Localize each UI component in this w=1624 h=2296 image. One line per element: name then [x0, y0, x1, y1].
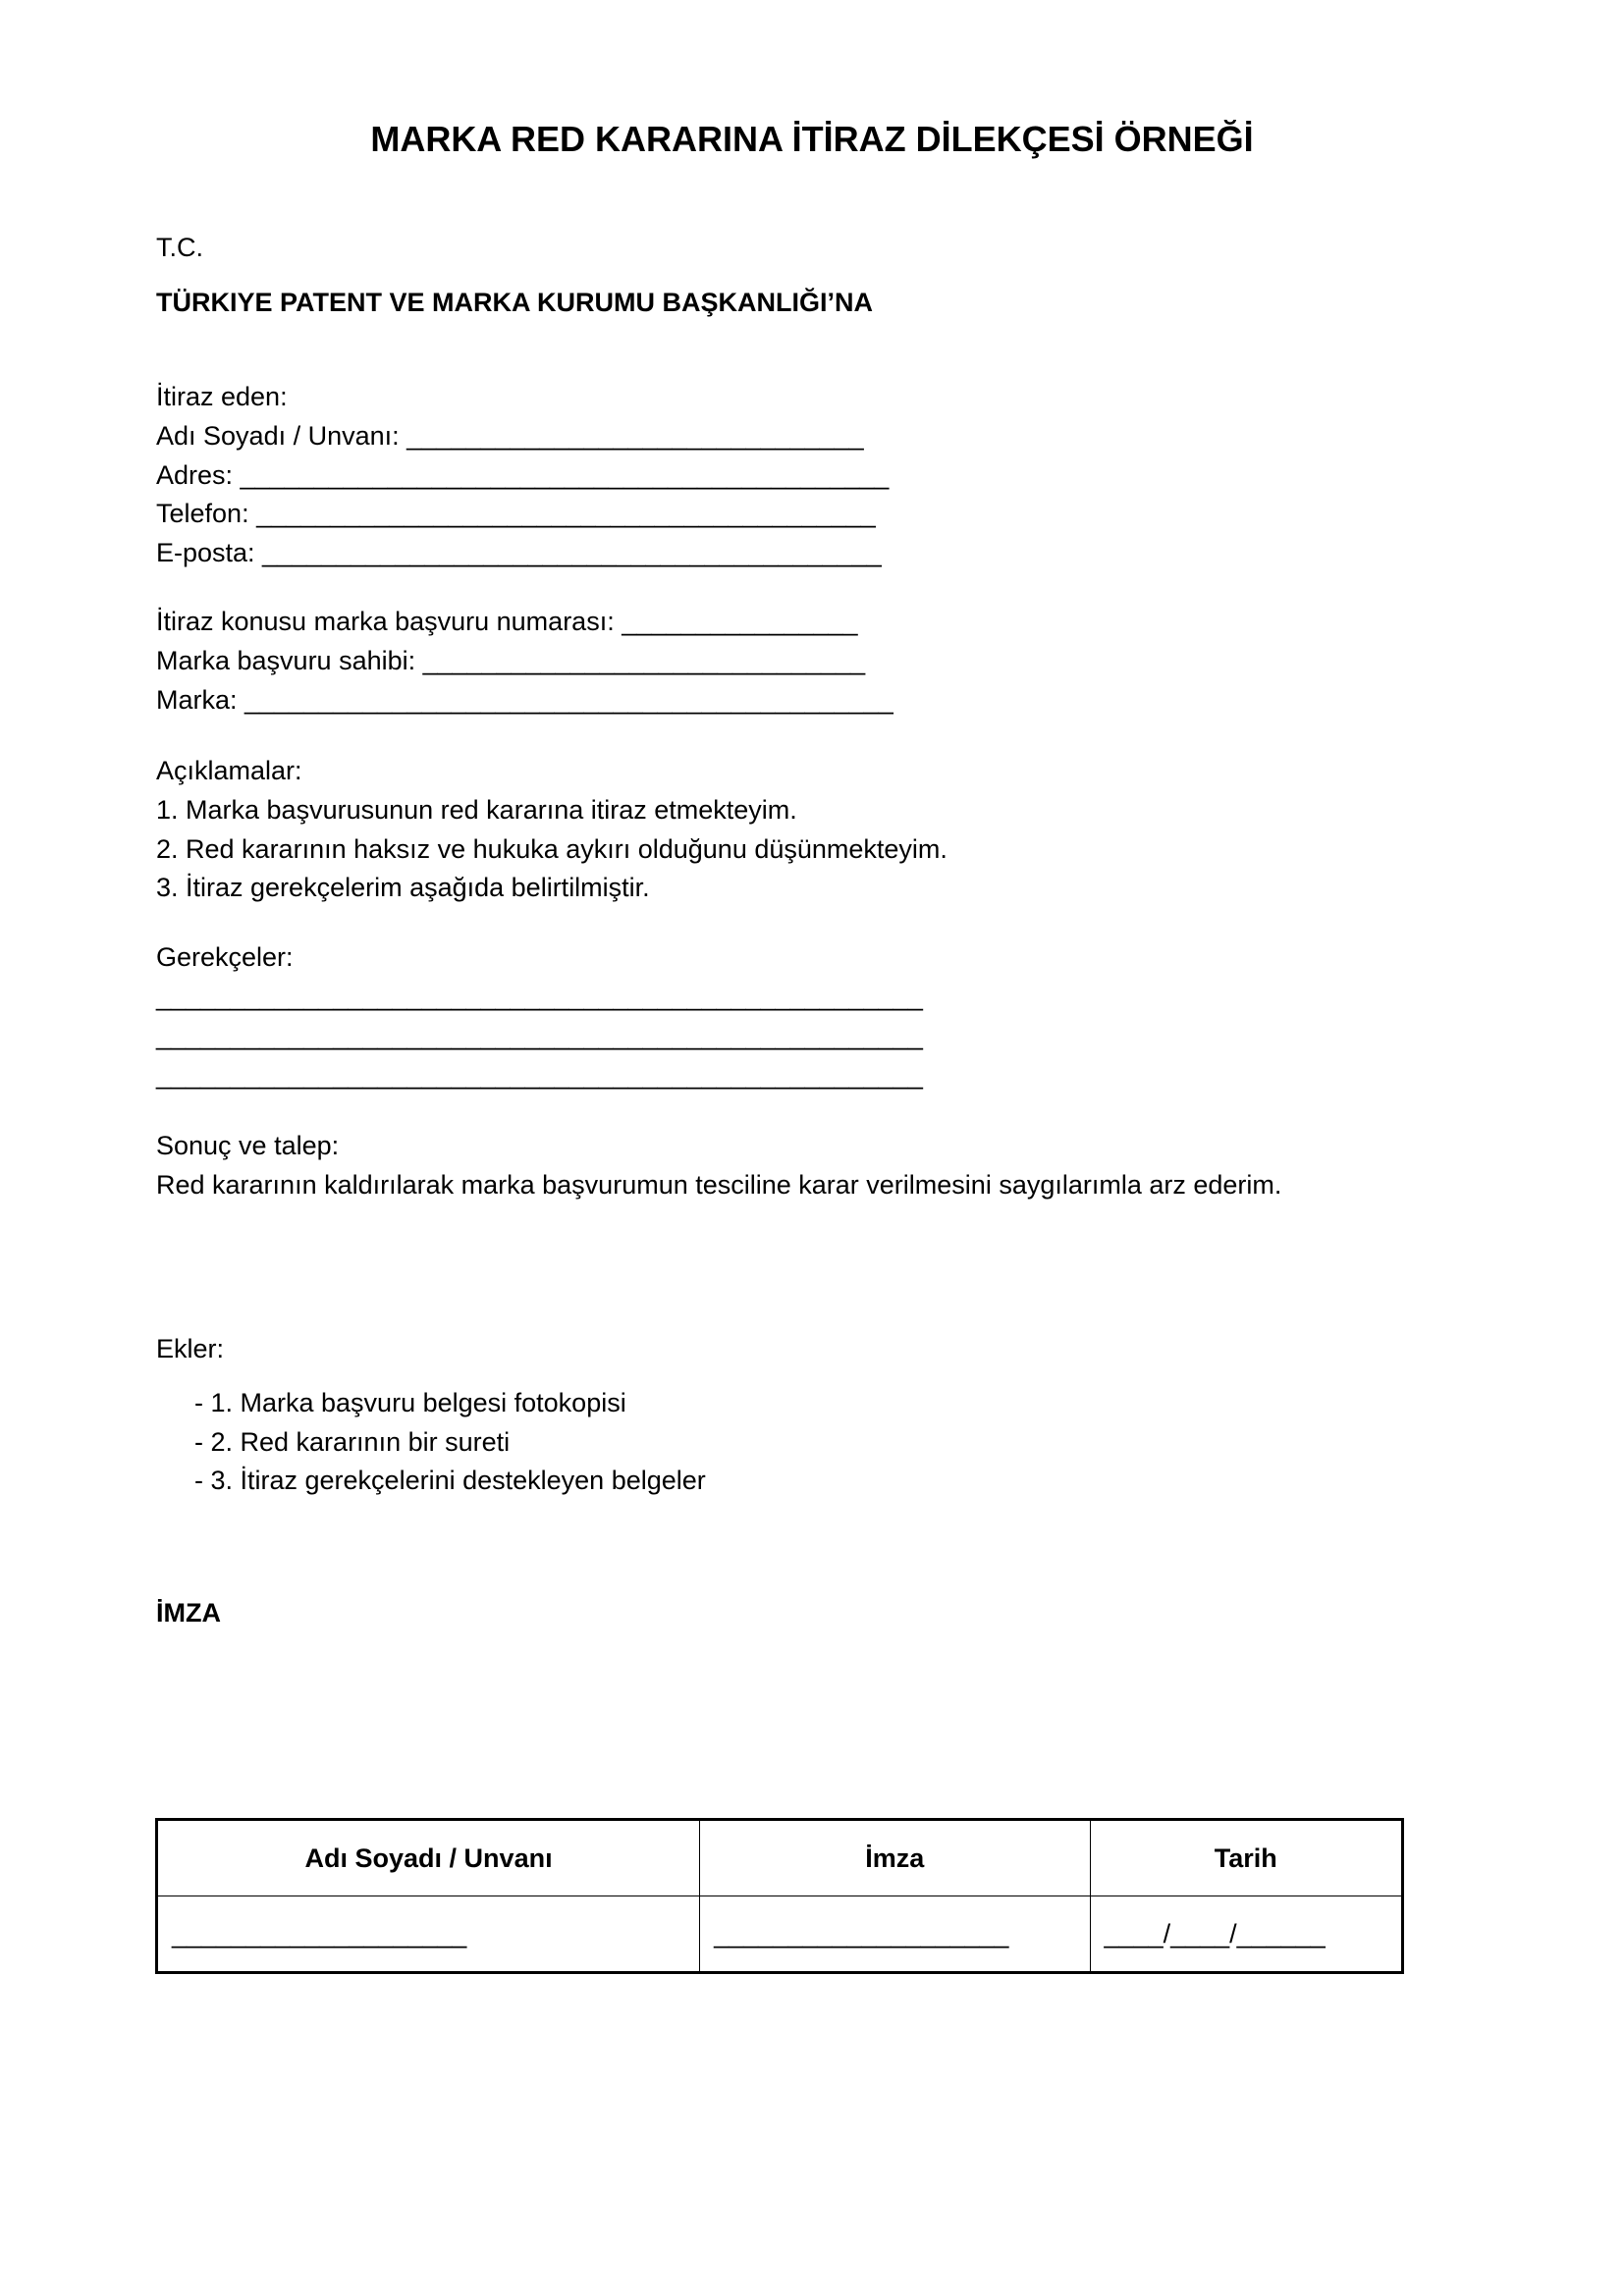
applicant-line: Marka başvuru sahibi: ______________________________ [156, 646, 866, 675]
grounds-blank-line: ____________________________________________________ [156, 982, 923, 1011]
name-blank: ____________________ [157, 1896, 700, 1973]
signature-table [155, 1818, 1404, 1974]
date-blank: ____/____/______ [1090, 1896, 1402, 1973]
name-field-line: Adı Soyadı / Unvanı: _______________________________ [156, 421, 864, 451]
attachment-item: - 3. İtiraz gerekçelerini destekleyen belgeler [194, 1466, 706, 1495]
email-field-line: E-posta: __________________________________________ [156, 538, 882, 567]
result-text: Red kararının kaldırılarak marka başvurumun tesciline karar verilmesini saygılarımla arz ederim. [156, 1170, 1282, 1200]
mark-line: Marka: ____________________________________________ [156, 685, 893, 715]
application-number-line: İtiraz konusu marka başvuru numarası: ________________ [156, 607, 858, 636]
explanation-item: 2. Red kararının haksız ve hukuka aykırı olduğunu düşünmekteyim. [156, 834, 947, 864]
column-header-name: Adı Soyadı / Unvanı [157, 1820, 700, 1896]
explanations-heading: Açıklamalar: [156, 756, 302, 785]
column-header-date: Tarih [1090, 1820, 1402, 1896]
column-header-signature: İmza [700, 1820, 1090, 1896]
objector-heading: İtiraz eden: [156, 382, 288, 411]
tc-label: T.C. [156, 233, 204, 262]
grounds-blank-line: ____________________________________________________ [156, 1060, 923, 1090]
attachments-heading: Ekler: [156, 1334, 225, 1363]
signature-blank: ____________________ [700, 1896, 1090, 1973]
address-field-line: Adres: ____________________________________________ [156, 460, 890, 490]
document-title: MARKA RED KARARINA İTİRAZ DİLEKÇESİ ÖRNEĞİ [370, 119, 1254, 159]
grounds-heading: Gerekçeler: [156, 942, 294, 972]
signature-table-header-row [157, 1820, 1403, 1896]
result-heading: Sonuç ve talep: [156, 1131, 340, 1160]
phone-field-line: Telefon: __________________________________________ [156, 499, 876, 528]
attachment-item: - 2. Red kararının bir sureti [194, 1427, 511, 1457]
signature-table-row [157, 1896, 1403, 1973]
grounds-blank-line: ____________________________________________________ [156, 1021, 923, 1050]
addressee: TÜRKIYE PATENT VE MARKA KURUMU BAŞKANLIĞI’NA [156, 288, 873, 317]
attachment-item: - 1. Marka başvuru belgesi fotokopisi [194, 1388, 626, 1417]
signature-heading: İMZA [156, 1598, 221, 1628]
explanation-item: 3. İtiraz gerekçelerim aşağıda belirtilmiştir. [156, 873, 650, 902]
explanation-item: 1. Marka başvurusunun red kararına itiraz etmekteyim. [156, 795, 797, 825]
